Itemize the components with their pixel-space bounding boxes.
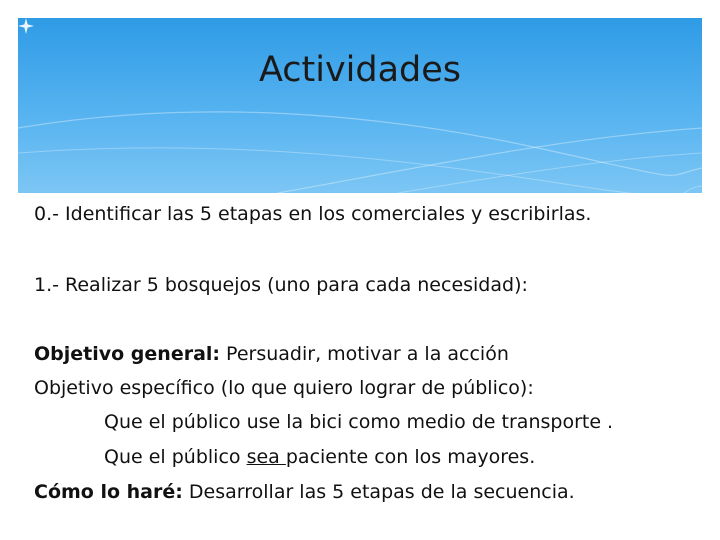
how-text: Desarrollar las 5 etapas de la secuencia. — [182, 481, 575, 503]
banner-wave-lines — [18, 18, 702, 193]
item-2-text-a: Que el público — [104, 446, 247, 468]
sparkle-icon — [18, 18, 34, 34]
objective-specific-item-1: Que el público use la bici como medio de transporte . — [104, 411, 614, 433]
activity-line-0: 0.- Identificar las 5 etapas en los comerciales y escribirlas. — [34, 203, 592, 225]
objective-specific-label: Objetivo específico (lo que quiero lograr de público): — [34, 377, 534, 399]
how-line — [34, 481, 575, 503]
item-2-underlined-word: sea — [246, 446, 286, 468]
objective-general-line — [34, 343, 509, 365]
objective-specific-item-2 — [104, 446, 535, 468]
how-label: Cómo lo haré: — [34, 481, 183, 503]
item-2-text-b: paciente con los mayores. — [285, 446, 536, 468]
objective-general-text: Persuadir, motivar a la acción — [220, 343, 509, 365]
activity-line-1: 1.- Realizar 5 bosquejos (uno para cada necesidad): — [34, 274, 528, 296]
objective-general-label: Objetivo general: — [34, 343, 221, 365]
title-banner — [18, 18, 702, 193]
slide-title: Actividades — [258, 50, 462, 90]
